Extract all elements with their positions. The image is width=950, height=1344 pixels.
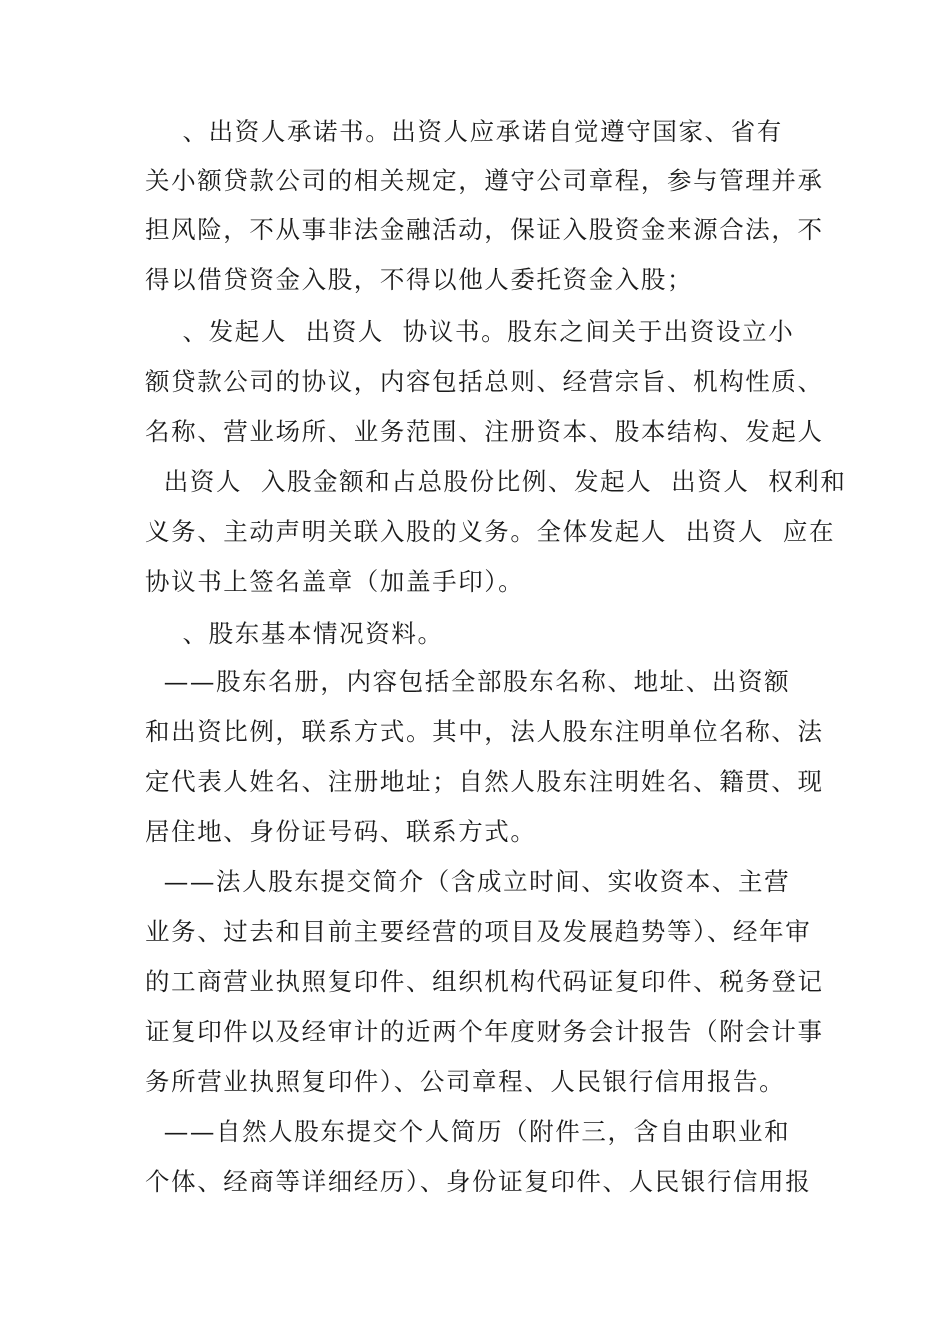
text-line: 居住地、身份证号码、联系方式。 (145, 817, 537, 846)
text-line: 额贷款公司的协议，内容包括总则、经营宗旨、机构性质、 (145, 367, 824, 396)
text-line: 关小额贷款公司的相关规定，遵守公司章程，参与管理并承 (145, 166, 824, 195)
text-line: 、出资人承诺书。出资人应承诺自觉遵守国家、省有 (145, 117, 783, 146)
text-line: 证复印件以及经审计的近两个年度财务会计报告（附会计事 (145, 1017, 824, 1046)
text-line: 定代表人姓名、注册地址；自然人股东注明姓名、籍贯、现 (145, 767, 824, 796)
text-line: ——自然人股东提交个人简历（附件三，含自由职业和 (145, 1117, 791, 1146)
text-line: 的工商营业执照复印件、组织机构代码证复印件、税务登记 (145, 967, 824, 996)
text-line: 和出资比例，联系方式。其中，法人股东注明单位名称、法 (145, 717, 824, 746)
text-line: 、股东基本情况资料。 (145, 619, 444, 648)
text-line: 个体、经商等详细经历）、身份证复印件、人民银行信用报 (145, 1167, 812, 1196)
text-line: 出资人 入股金额和占总股份比例、发起人 出资人 权利和 (145, 467, 847, 496)
text-line: 义务、主动声明关联入股的义务。全体发起人 出资人 应在 (145, 517, 836, 546)
text-line: 担风险，不从事非法金融活动，保证入股资金来源合法，不 (145, 215, 824, 244)
text-line: ——法人股东提交简介（含成立时间、实收资本、主营 (145, 867, 791, 896)
text-line: 务所营业执照复印件）、公司章程、人民银行信用报告。 (145, 1067, 786, 1096)
text-line: 协议书上签名盖章（加盖手印）。 (145, 567, 525, 596)
text-line: 、发起人 出资人 协议书。股东之间关于出资设立小 (145, 317, 795, 346)
text-line: 业务、过去和目前主要经营的项目及发展趋势等）、经年审 (145, 917, 812, 946)
text-line: 得以借贷资金入股，不得以他人委托资金入股； (145, 265, 694, 294)
text-line: 名称、营业场所、业务范围、注册资本、股本结构、发起人 (145, 417, 824, 446)
text-line: ——股东名册，内容包括全部股东名称、地址、出资额 (145, 667, 791, 696)
